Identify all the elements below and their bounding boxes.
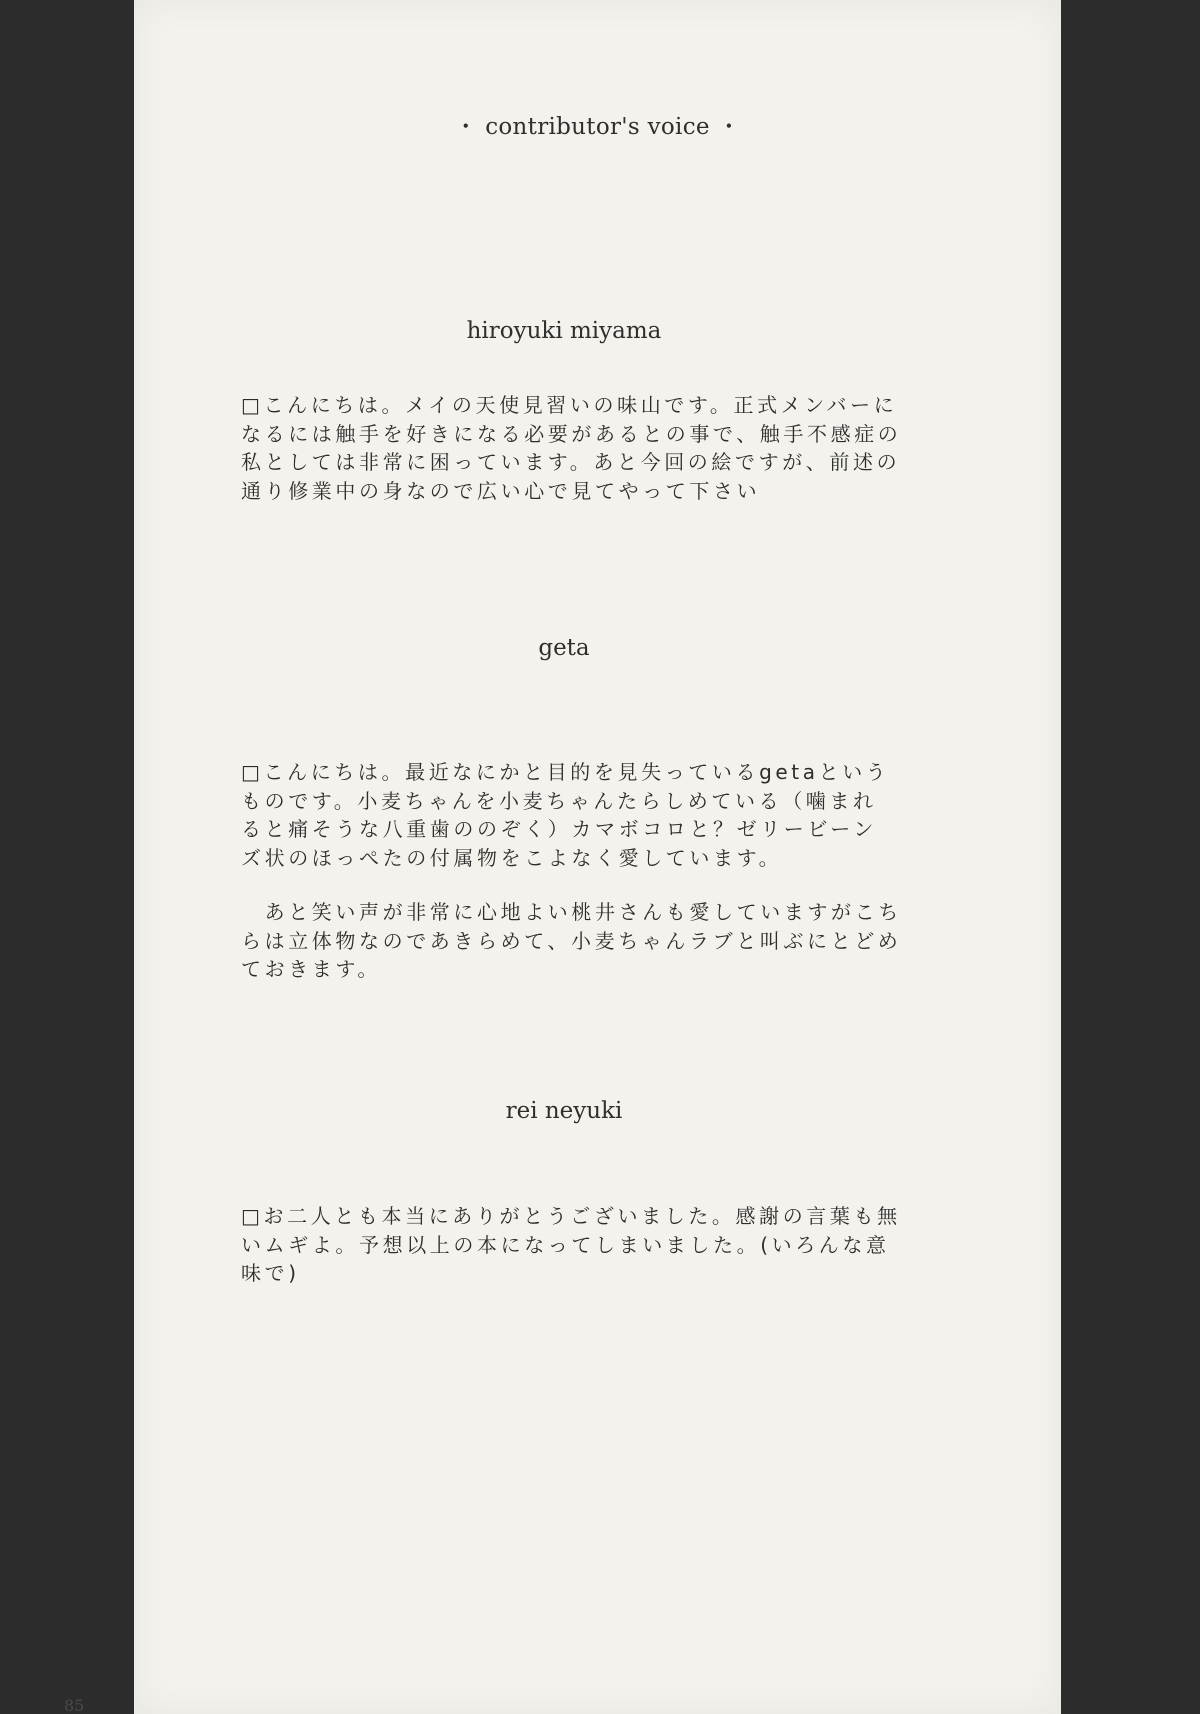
contributor-name: geta <box>538 635 590 661</box>
contributor-name: hiroyuki miyama <box>466 318 662 344</box>
page-header: ・ contributor's voice ・ <box>454 114 741 140</box>
contributor-message: □お二人とも本当にありがとうございました。感謝の言葉も無 いムギよ。予想以上の本になってしまいました。(いろんな意 味で) <box>241 1204 901 1285</box>
paper-sheet <box>134 0 1061 1714</box>
contributor-name: rei neyuki <box>505 1098 623 1124</box>
contributor-message: □こんにちは。メイの天使見習いの味山です。正式メンバーに なるには触手を好きになる必要があるとの事で、触手不感症の 私としては非常に困っています。あと今回の絵ですが、前述の 通り修業中の身なので広い心で見てやって下さい <box>241 393 902 503</box>
page-number: 85 <box>64 1696 85 1714</box>
contributor-message: あと笑い声が非常に心地よい桃井さんも愛していますがこち らは立体物なのであきらめて、小麦ちゃんラブと叫ぶにとどめ ておきます。 <box>241 900 902 981</box>
contributor-message: □こんにちは。最近なにかと目的を見失っているgetaという ものです。小麦ちゃんを小麦ちゃんたらしめている（噛まれ ると痛そうな八重歯ののぞく）カマボコロと？ゼリービーン ズ状のほっぺたの付属物をこよなく愛しています。 <box>241 760 890 870</box>
